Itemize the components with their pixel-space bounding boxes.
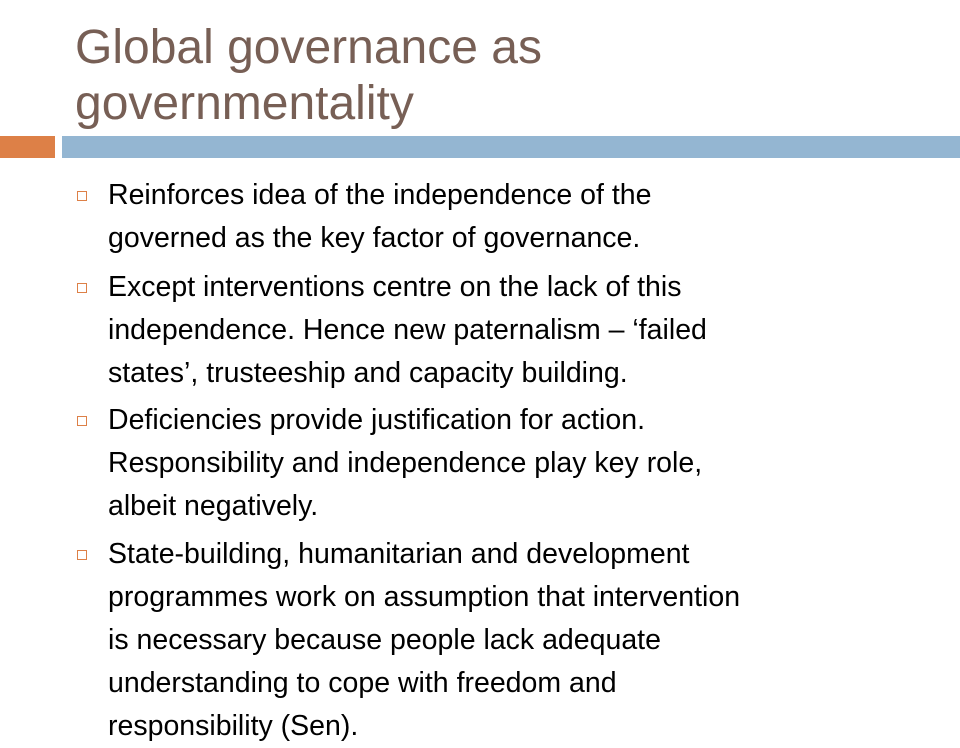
bullet-3-line-2: Responsibility and independence play key role, xyxy=(108,447,703,479)
bullet-2-line-2: independence. Hence new paternalism – ‘failed xyxy=(108,314,707,346)
accent-bar-blue xyxy=(62,136,960,158)
slide-title-line-1: Global governance as xyxy=(75,21,542,74)
bullet-2-line-3: states’, trusteeship and capacity building. xyxy=(108,357,628,389)
bullet-text-3 xyxy=(108,399,908,528)
bullet-2-line-1: Except interventions centre on the lack of this xyxy=(108,271,682,303)
bullet-4-line-3: is necessary because people lack adequate xyxy=(108,624,661,656)
bullet-4-line-2: programmes work on assumption that intervention xyxy=(108,581,741,613)
hollow-square-bullet-icon xyxy=(77,191,87,201)
hollow-square-bullet-icon xyxy=(77,550,87,560)
bullet-text-1 xyxy=(108,174,908,260)
slide-title-line-2: governmentality xyxy=(75,77,414,130)
bullet-4-line-5: responsibility (Sen). xyxy=(108,710,359,742)
bullet-3-line-1: Deficiencies provide justification for action. xyxy=(108,404,646,436)
hollow-square-bullet-icon xyxy=(77,416,87,426)
bullet-text-4 xyxy=(108,533,908,748)
bullet-4-line-1: State-building, humanitarian and development xyxy=(108,538,690,570)
accent-bar-orange xyxy=(0,136,55,158)
bullet-4-line-4: understanding to cope with freedom and xyxy=(108,667,617,699)
bullet-1-line-2: governed as the key factor of governance. xyxy=(108,222,641,254)
hollow-square-bullet-icon xyxy=(77,283,87,293)
bullet-1-line-1: Reinforces idea of the independence of the xyxy=(108,179,652,211)
bullet-3-line-3: albeit negatively. xyxy=(108,490,319,522)
slide-title xyxy=(75,20,915,132)
bullet-text-2 xyxy=(108,266,908,395)
